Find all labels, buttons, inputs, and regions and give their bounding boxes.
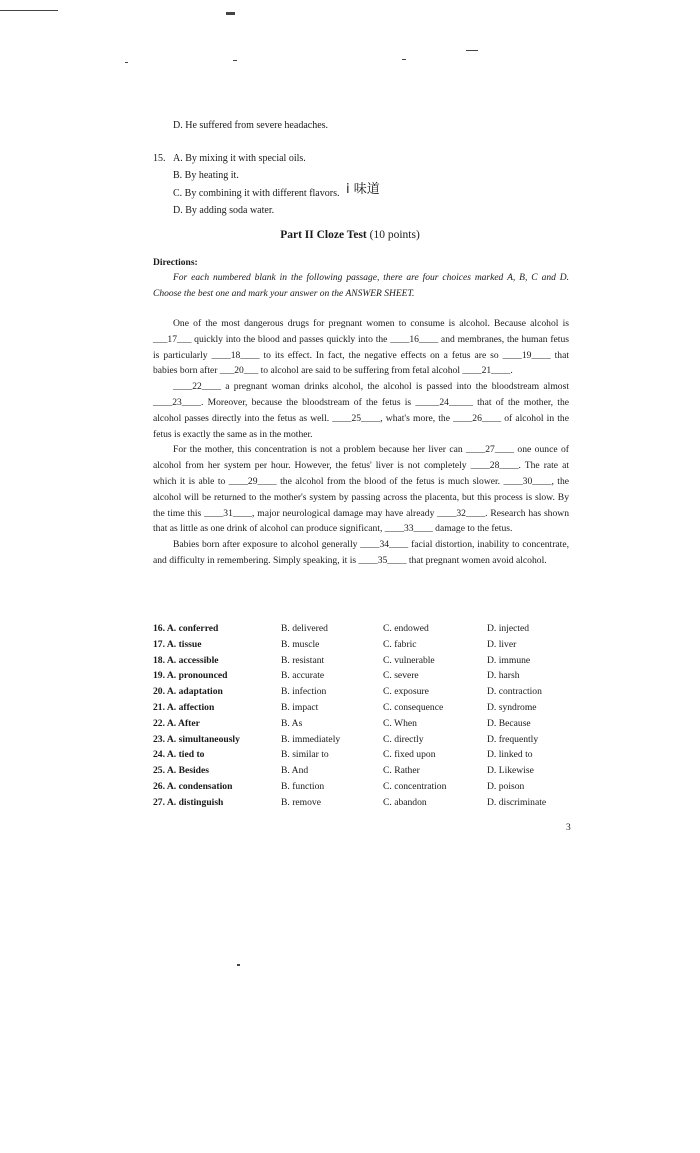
option-c: C. consequence [383, 701, 444, 713]
question-14-option-d: D. He suffered from severe headaches. [173, 120, 329, 131]
option-b: B. And [281, 765, 309, 777]
option-row [153, 763, 573, 779]
option-a: 23. A. simultaneously [153, 733, 240, 745]
scan-artifact [233, 60, 237, 61]
option-row [153, 747, 573, 763]
scan-artifact [466, 50, 478, 51]
cloze-passage [153, 316, 569, 569]
passage-paragraph: ____22____ a pregnant woman drinks alcohol, the alcohol is passed into the bloodstream almost ____23____. Moreover, because the bloodstream of the fetus is _____24_____ that of the mother, the alcohol passes directly into the fetus as well. ____25____, what's more, the ____26____ of alcohol in the fetus is exactly the same as in the mother. [153, 381, 569, 440]
option-c: C. fabric [383, 638, 417, 650]
question-15-option-d: D. By adding soda water. [173, 205, 275, 216]
page-number: 3 [566, 823, 571, 833]
option-a: 25. A. Besides [153, 765, 209, 777]
option-b: B. immediately [281, 733, 341, 745]
option-row [153, 795, 573, 811]
option-a: 20. A. adaptation [153, 686, 223, 698]
passage-paragraph: For the mother, this concentration is not a problem because her liver can ____27____ one ounce of alcohol from her system per hour. However, the fetus' liver is not completely ____28____. The rate at which it is able to ____29____ the alcohol from the blood of the fetus is much slower. ____30____, the alcohol will be returned to the mother's system by passing across the placenta, but this process is slow. By the time this ____31____, major neurological damage may have already ____32____. Research has shown that as little as one drink of alcohol can produce significant, ____33____ damage to the fetus. [153, 444, 569, 535]
option-c: C. fixed upon [383, 749, 436, 761]
section-title [0, 229, 700, 241]
option-d: D. frequently [487, 733, 539, 745]
scan-artifact [226, 12, 235, 15]
option-row [153, 668, 573, 684]
option-c: C. severe [383, 670, 419, 682]
option-b: B. delivered [281, 623, 328, 634]
option-c: C. endowed [383, 623, 429, 634]
option-row [153, 732, 573, 748]
option-d: D. discriminate [487, 796, 547, 808]
option-b: B. function [281, 780, 325, 792]
scan-artifact [125, 62, 128, 63]
directions-label: Directions: [153, 258, 198, 268]
option-d: D. Because [487, 717, 531, 729]
answer-options [153, 621, 573, 811]
option-d: D. poison [487, 780, 525, 792]
option-d: D. linked to [487, 749, 533, 761]
option-c: C. abandon [383, 796, 427, 808]
option-row [153, 637, 573, 653]
question-number: 15. [153, 153, 166, 164]
option-a: 18. A. accessible [153, 654, 219, 666]
option-a: 21. A. affection [153, 701, 215, 713]
option-b: B. resistant [281, 654, 325, 666]
option-c-text: C. By combining it with different flavors. [173, 188, 340, 199]
question-15-option-c [173, 184, 380, 202]
option-row [153, 716, 573, 732]
option-a: 19. A. pronounced [153, 670, 228, 682]
section-points: (10 points) [369, 229, 420, 241]
option-a: 22. A. After [153, 717, 200, 729]
option-b: B. accurate [281, 670, 325, 682]
option-c: C. Rather [383, 765, 420, 777]
option-c: C. exposure [383, 686, 429, 698]
question-15-option-b: B. By heating it. [173, 170, 239, 181]
option-c: C. concentration [383, 780, 447, 792]
option-b: B. As [281, 717, 303, 729]
scan-artifact [402, 59, 406, 60]
option-d: D. harsh [487, 670, 520, 682]
option-d: D. immune [487, 654, 531, 666]
option-c: C. vulnerable [383, 654, 435, 666]
option-c: C. When [383, 717, 417, 729]
option-a: 24. A. tied to [153, 749, 205, 761]
question-15-option-a: A. By mixing it with special oils. [173, 153, 306, 164]
option-c: C. directly [383, 733, 424, 745]
passage-paragraph: Babies born after exposure to alcohol generally ____34____ facial distortion, inability to concentrate, and difficulty in remembering. Simply speaking, it is ____35____ that pregnant women avoid alcohol. [153, 539, 569, 566]
option-a: 16. A. conferred [153, 623, 219, 634]
scan-artifact [0, 10, 58, 11]
question-15 [153, 150, 380, 219]
passage-paragraph: One of the most dangerous drugs for pregnant women to consume is alcohol. Because alcohol is ___17___ quickly into the blood and passes quickly into the ____16____ and membranes, the human fetus is particularly ____18____ to its effect. In fact, the negative effects on a fetus are so ____19____ that babies born after ___20___ to alcohol are said to be suffering from fetal alcohol ____21____. [153, 318, 569, 377]
option-row [153, 621, 573, 637]
section-title-text: Part II Cloze Test [280, 229, 367, 241]
handwritten-note: ⅰ 味道 [345, 182, 380, 197]
scan-artifact [237, 964, 240, 966]
option-b: B. infection [281, 686, 327, 698]
option-d: D. injected [487, 623, 530, 634]
option-row [153, 700, 573, 716]
option-b: B. similar to [281, 749, 329, 761]
option-b: B. muscle [281, 638, 320, 650]
option-b: B. impact [281, 701, 319, 713]
option-a: 27. A. distinguish [153, 796, 224, 808]
directions [153, 258, 569, 302]
option-d: D. syndrome [487, 701, 537, 713]
option-row [153, 684, 573, 700]
option-row [153, 653, 573, 669]
option-d: D. liver [487, 638, 517, 650]
option-row [153, 779, 573, 795]
option-a: 26. A. condensation [153, 780, 233, 792]
option-b: B. remove [281, 796, 321, 808]
option-a: 17. A. tissue [153, 638, 202, 650]
option-d: D. contraction [487, 686, 542, 698]
option-d: D. Likewise [487, 765, 534, 777]
directions-text: For each numbered blank in the following passage, there are four choices marked A, B, C and D. Choose the best one and mark your answer on the ANSWER SHEET. [153, 273, 569, 299]
